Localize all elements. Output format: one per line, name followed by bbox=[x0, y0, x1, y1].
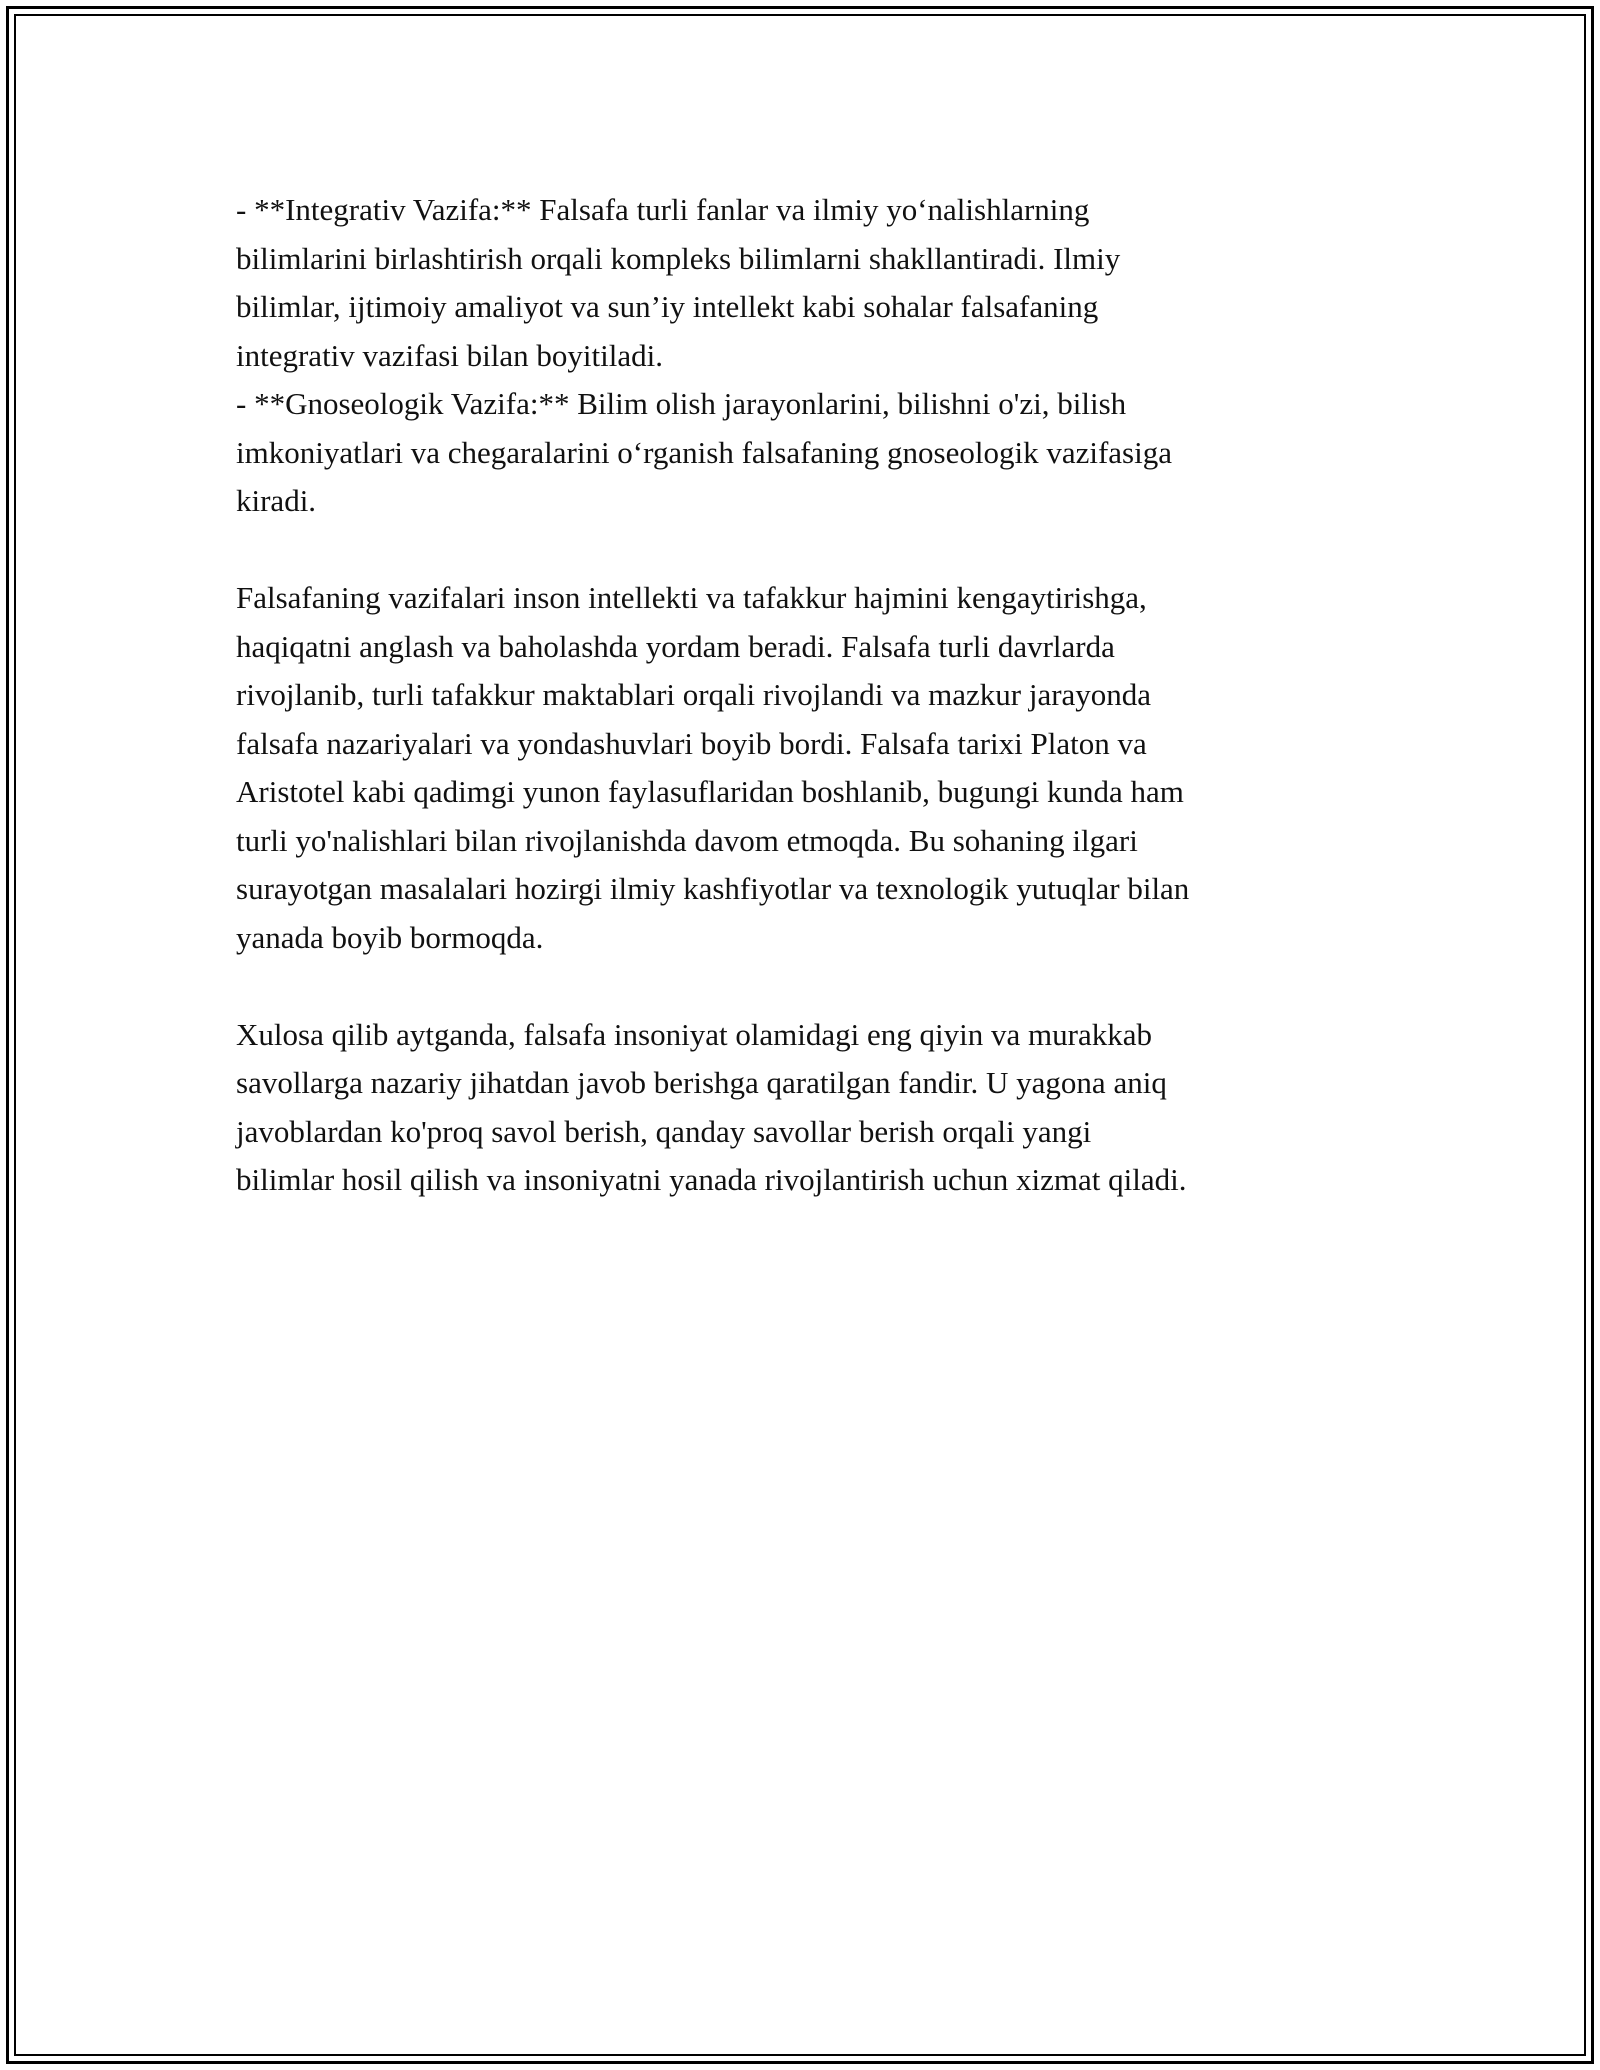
document-body bbox=[236, 186, 1376, 1205]
paragraph-xulosa: Xulosa qilib aytganda, falsafa insoniyat olamidagi eng qiyin va murakkab savollarga nazariy jihatdan javob berishga qaratilgan fandir. U yagona aniq javoblardan ko'proq savol berish, qanday savollar berish orqali yangi bilimlar hosil qilish va insoniyatni yanada rivojlantirish uchun xizmat qiladi. bbox=[236, 1016, 1187, 1197]
paragraph-falsafa-tarixi: Falsafaning vazifalari inson intellekti va tafakkur hajmini kengaytirishga, haqiqatni anglash va baholashda yordam beradi. Falsafa turli davrlarda rivojlanib, turli tafakkur maktablari orqali rivojlandi va mazkur jarayonda falsafa nazariyalari va yondashuvlari boyib bordi. Falsafa tarixi Platon va Aristotel kabi qadimgi yunon faylasuflaridan boshlanib, bugungi kunda ham turli yo'nalishlari bilan rivojlanishda davom etmoqda. Bu sohaning ilgari surayotgan masalalari hozirgi ilmiy kashfiyotlar va texnologik yutuqlar bilan yanada boyib bormoqda. bbox=[236, 580, 1190, 955]
paragraph-vazifalar-list: - **Integrativ Vazifa:** Falsafa turli fanlar va ilmiy yo‘nalishlarning bilimlarini birlashtirish orqali kompleks bilimlarni shakllantiradi. Ilmiy bilimlar, ijtimoiy amaliyot va sun’iy intellekt kabi sohalar falsafaning integrativ vazifasi bilan boyitiladi. - **Gnoseologik Vazifa:** Bilim olish jarayonlarini, bilishni o'zi, bilish imkoniyatlari va chegaralarini o‘rganish falsafaning gnoseologik vazifasiga kiradi. bbox=[236, 192, 1172, 518]
